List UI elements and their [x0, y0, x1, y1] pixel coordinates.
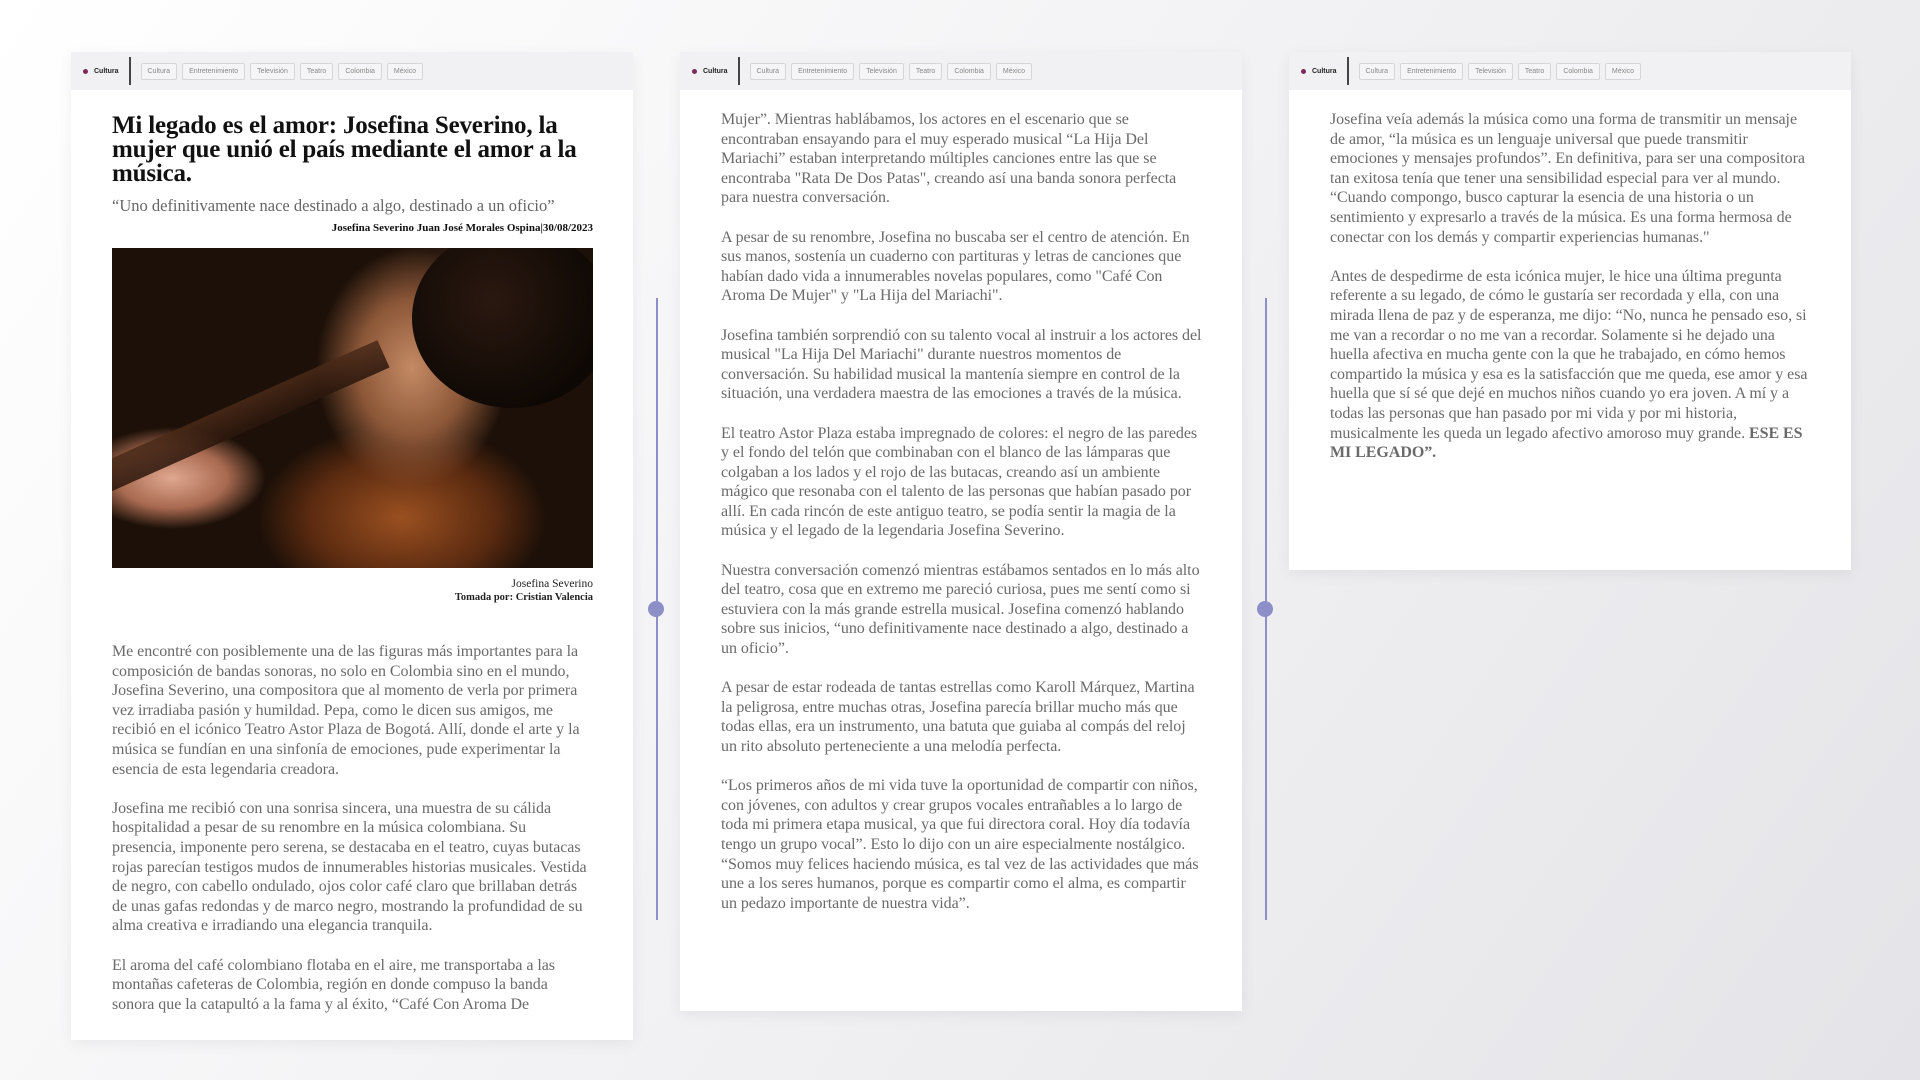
tag-cultura[interactable]: Cultura [750, 63, 787, 80]
article-title: Mi legado es el amor: Josefina Severino, la mujer que unió el país mediante el amor a la música. [112, 112, 577, 187]
article-subtitle: “Uno definitivamente nace destinado a algo, destinado a un oficio” [112, 196, 555, 215]
page-connector-node [648, 601, 664, 617]
article-content [1330, 110, 1811, 482]
tag-entretenimiento[interactable]: Entretenimiento [791, 63, 854, 80]
photo-caption [112, 578, 593, 604]
paragraph: Mujer”. Mientras hablábamos, los actores en el escenario que se encontraban ensayando para el muy esperado musical “La Hija Del Mariachi” estaban interpretando múltiples canciones entre las que se encontraba "Rata De Dos Patas", creando así una banda sonora perfecta para nuestra conversación. [721, 111, 1177, 207]
tag-entretenimiento[interactable]: Entretenimiento [1400, 63, 1463, 80]
category-navbar [680, 52, 1242, 90]
tag-television[interactable]: Televisión [859, 63, 904, 80]
category-navbar [71, 52, 633, 90]
photo-caption-name: Josefina Severino [511, 578, 593, 590]
brand-text: Cultura [703, 67, 728, 75]
brand-dot-icon [83, 69, 88, 74]
tag-television[interactable]: Televisión [1468, 63, 1513, 80]
tag-mexico[interactable]: México [996, 63, 1032, 80]
tag-colombia[interactable]: Colombia [947, 63, 991, 80]
paragraph: El teatro Astor Plaza estaba impregnado de colores: el negro de las paredes y el fondo del telón que combinaban con el blanco de las lámparas que colgaban a los lados y el rojo de las butacas, creando así un ambiente mágico que resonaba con el talento de las personas que habían pasado por allí. En cada rincón de este antiguo teatro, se podía sentir la magia de la música y el legado de la legendaria Josefina Severino. [721, 424, 1198, 540]
tag-colombia[interactable]: Colombia [338, 63, 382, 80]
paragraph: “Los primeros años de mi vida tuve la oportunidad de compartir con niños, con jóvenes, con adultos y crear grupos vocales entrañables a lo largo de toda mi primera etapa musical, ya que fui directora coral. Hoy día todavía tengo un grupo vocal”. Esto lo dijo con un aire especialmente nostálgico. “Somos muy felices haciendo música, es tal vez de las actividades que más une a los seres humanos, porque es compartir como el alma, es compartir un pedazo importante de nuestra vida”. [721, 777, 1199, 912]
photo-detail [412, 248, 593, 408]
article-photo [112, 248, 593, 568]
tag-teatro[interactable]: Teatro [1518, 63, 1551, 80]
category-tags [750, 63, 1033, 80]
brand-dot-icon [692, 69, 697, 74]
article-page-3 [1289, 52, 1851, 570]
closing-paragraph [1330, 267, 1811, 463]
paragraph: A pesar de su renombre, Josefina no buscaba ser el centro de atención. En sus manos, sostenía un cuaderno con partituras y letras de canciones que habían dado vida a innumerables novelas populares, como "Café Con Aroma De Mujer" y "La Hija del Mariachi". [721, 228, 1190, 305]
article-content [721, 110, 1202, 933]
tag-mexico[interactable]: México [387, 63, 423, 80]
brand-text: Cultura [1312, 67, 1337, 75]
paragraph: Josefina me recibió con una sonrisa sincera, una muestra de su cálida hospitalidad a pesar de su renombre en la música colombiana. Su presencia, imponente pero serena, se destacaba en el teatro, cuyas butacas rojas parecían testigos mudos de innumerables historias musicales. Vestida de negro, con cabello ondulado, ojos color café claro que brillaban detrás de unas gafas redondas y de marco negro, mostrando la profundidad de su alma creativa e irradiando una elegancia tranquila. [112, 799, 587, 935]
category-navbar [1289, 52, 1851, 90]
tag-cultura[interactable]: Cultura [1359, 63, 1396, 80]
photo-guitar-neck [112, 340, 390, 502]
paragraph: Nuestra conversación comenzó mientras estábamos sentados en lo más alto del teatro, cosa que en extremo me pareció curiosa, pues me sentí como si estuviera con la más grande estrella musical. Josefina comenzó hablando sobre sus inicios, “uno definitivamente nace destinado a algo, destinado a un oficio”. [721, 561, 1200, 658]
tag-entretenimiento[interactable]: Entretenimiento [182, 63, 245, 80]
brand-dot-icon [1301, 69, 1306, 74]
category-tags [141, 63, 424, 80]
paragraph: Josefina también sorprendió con su talento vocal al instruir a los actores del musical "La Hija Del Mariachi" durante nuestros momentos de conversación. Su habilidad musical la mantenía siempre en control de la situación, una verdadera maestra de las emociones a través de la música. [721, 326, 1202, 403]
paragraph: El aroma del café colombiano flotaba en el aire, me transportaba a las montañas cafeteras de Colombia, región en donde compuso la banda sonora que la catapultó a la fama y al éxito, “Café Con Aroma De [112, 956, 555, 1013]
tag-television[interactable]: Televisión [250, 63, 295, 80]
category-tags [1359, 63, 1642, 80]
closing-quote: Antes de despedirme de esta icónica mujer, le hice una última pregunta referente a su legado, de cómo le gustaría ser recordada y ella, con una mirada llena de paz y de esperanza, me dijo: “No, nunca he pensado eso, si me van a recordar o no me van a recordar. Solamente si he dejado una huella afectiva en mucha gente con la que he trabajado, en cómo hemos compartido la música y esa es la satisfacción que me queda, ese amor y esa huella que sí sé que dejé en muchos niños cuando yo era joven. A mí y a todas las personas que han pasado por mi vida y por mi historia, musicalmente les queda un legado afectivo amoroso muy grande. [1330, 267, 1808, 442]
article-byline: Josefina Severino Juan José Morales Ospina|30/08/2023 [331, 222, 593, 234]
tag-teatro[interactable]: Teatro [909, 63, 942, 80]
brand-text: Cultura [94, 67, 119, 75]
brand-label[interactable] [1301, 57, 1349, 85]
brand-label[interactable] [692, 57, 740, 85]
paragraph: Josefina veía además la música como una forma de transmitir un mensaje de amor, “la música es un lenguaje universal que puede transmitir emociones y mensajes profundos”. En definitiva, para ser una compositora tan exitosa tenía que tener una sensibilidad especial para ver al mundo. “Cuando compongo, busco capturar la esencia de una historia o un sentimiento y expresarlo a través de la música. Es una forma hermosa de conectar con los demás y compartir experiencias humanas." [1330, 111, 1805, 246]
tag-teatro[interactable]: Teatro [300, 63, 333, 80]
article-content [112, 114, 593, 1034]
legacy-emphasis: ESE ES MI LEGADO”. [1330, 424, 1803, 462]
tag-mexico[interactable]: México [1605, 63, 1641, 80]
tag-cultura[interactable]: Cultura [141, 63, 178, 80]
photo-credit: Tomada por: Cristian Valencia [454, 592, 593, 603]
article-page-2 [680, 52, 1242, 1011]
article-page-1 [71, 52, 633, 1040]
page1-text [112, 642, 593, 1014]
brand-label[interactable] [83, 57, 131, 85]
paragraph: Me encontré con posiblemente una de las figuras más importantes para la composición de bandas sonoras, no solo en Colombia sino en el mundo, Josefina Severino, una compositora que al momento de verla por primera vez irradiaba pasión y humildad. Pepa, como le dicen sus amigos, me recibió en el icónico Teatro Astor Plaza de Bogotá. Allí, donde el arte y la música se fundían en una sinfonía de emociones, pude experimentar la esencia de esta legendaria creadora. [112, 643, 580, 778]
tag-colombia[interactable]: Colombia [1556, 63, 1600, 80]
page-connector-node [1257, 601, 1273, 617]
paragraph: A pesar de estar rodeada de tantas estrellas como Karoll Márquez, Martina la peligrosa, entre muchas otras, Josefina parecía brillar mucho más que todas ellas, era un instrumento, una batuta que guiaba al compás del reloj un rito absoluto perteneciente a una melodía perfecta. [721, 679, 1195, 755]
